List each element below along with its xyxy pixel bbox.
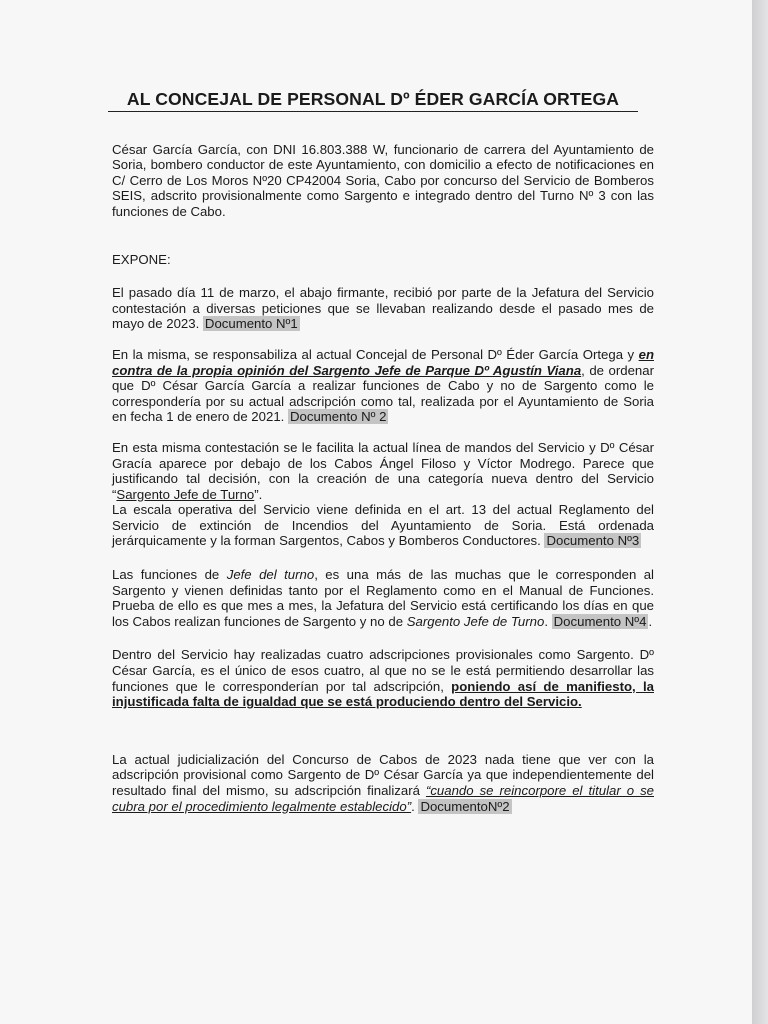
paragraph-4-text-e: .: [544, 613, 548, 629]
document-ref-2: Documento Nº 2: [290, 409, 387, 425]
document-ref-5: DocumentoNº2: [420, 798, 510, 814]
paragraph-6-text-c: .: [411, 798, 415, 814]
page-title: AL CONCEJAL DE PERSONAL Dº ÉDER GARCÍA ORTEGA: [108, 92, 638, 112]
document-body: [112, 89, 654, 814]
paragraph-4-italic-b: Sargento Jefe de Turno: [406, 613, 545, 629]
paragraph-2-text-a: En la misma, se responsabiliza al actual Concejal de Personal Dº Éder García Ortega y: [112, 346, 639, 362]
paragraph-6: [112, 752, 654, 814]
paragraph-5: [112, 647, 654, 709]
paragraph-2-text-c: , de ordenar que Dº César García García a realizar funciones de Cabo y no de Sargento como le correspondería por su actual adscripción como tal, realizada por el Ayuntamiento de Soria en fecha 1 de enero de 2021.: [112, 362, 654, 425]
paragraph-1: [112, 285, 654, 332]
paragraph-6-text-a: La actual judicialización del Concurso de Cabos de 2023 nada tiene que ver con la adscripción provisional como Sargento de Dº César García ya que independientemente del resultado final del mismo, su adscripción finalizará: [112, 751, 654, 798]
intro-paragraph: César García García, con DNI 16.803.388 W, funcionario de carrera del Ayuntamiento de Soria, bombero conductor de este Ayuntamiento, con domicilio a efecto de notificaciones en C/ Cerro de Los Moros Nº20 CP42004 Soria, Cabo por concurso del Servicio de Bomberos SEIS, adscrito provisionalmente como Sargento e integrado dentro del Turno Nº 3 con las funciones de Cabo.: [112, 141, 654, 219]
page-edge: [752, 0, 768, 1024]
paragraph-4-italic-a: Jefe del turno: [226, 567, 315, 583]
paragraph-2: [112, 347, 654, 425]
paragraph-5-text-a: Dentro del Servicio hay realizadas cuatro adscripciones provisionales como Sargento. Dº César García, es el único de esos cuatro, al que no se le está permitiendo desarrollar las funciones que le corresponderían por tal adscripción,: [112, 647, 654, 694]
paragraph-4-text-c: , es una más de las muchas que le corresponden al Sargento y vienen definidas tanto por el Reglamento como en el Manual de Funciones. Prueba de ello es que mes a mes, la Jefatura del Servicio está certificando los días en que los Cabos realizan funciones de Sargento y no de: [112, 567, 654, 629]
paragraph-3-text-a: En esta misma contestación se le facilita la actual línea de mandos del Servicio y Dº César Gracía aparece por debajo de los Cabos Ángel Filoso y Víctor Modrego. Parece que justificando tal decisión, con la creación de una categoría nueva dentro del Servicio “: [112, 439, 654, 502]
expone-heading: EXPONE:: [112, 251, 171, 267]
document-ref-3: Documento Nº3: [546, 533, 640, 549]
paragraph-4-text-f: .: [648, 613, 653, 629]
paragraph-4-text-a: Las funciones de: [112, 567, 227, 583]
paragraph-6-quote: “cuando se reincorpore el titular o se cubra por el procedimiento legalmente establecido”: [112, 783, 654, 814]
document-ref-1: Documento Nº1: [204, 316, 298, 332]
paragraph-3-underline: Sargento Jefe de Turno: [116, 486, 255, 502]
document-ref-4: Documento Nº4: [553, 613, 647, 629]
paragraph-3-text-c: ”.: [254, 486, 263, 502]
paragraph-4: [112, 567, 654, 629]
paragraph-2-emphasis: en contra de la propia opinión del Sargento Jefe de Parque Dº Agustín Viana: [112, 346, 654, 378]
paragraph-5-emphasis: poniendo así de manifiesto, la injustificada falta de igualdad que se está produciendo dentro del Servicio.: [112, 678, 654, 710]
paragraph-3b-text: La escala operativa del Servicio viene definida en el art. 13 del actual Reglamento del Servicio de extinción de Incendios del Ayuntamiento de Soria. Está ordenada jerárquicamente y la forman Sargentos, Cabos y Bomberos Conductores.: [112, 502, 654, 549]
paragraph-3b: [112, 502, 654, 549]
paragraph-3: [112, 440, 654, 502]
paragraph-1-text: El pasado día 11 de marzo, el abajo firmante, recibió por parte de la Jefatura del Servicio contestación a diversas peticiones que se llevaban realizando desde el pasado mes de mayo de 2023.: [112, 285, 654, 332]
